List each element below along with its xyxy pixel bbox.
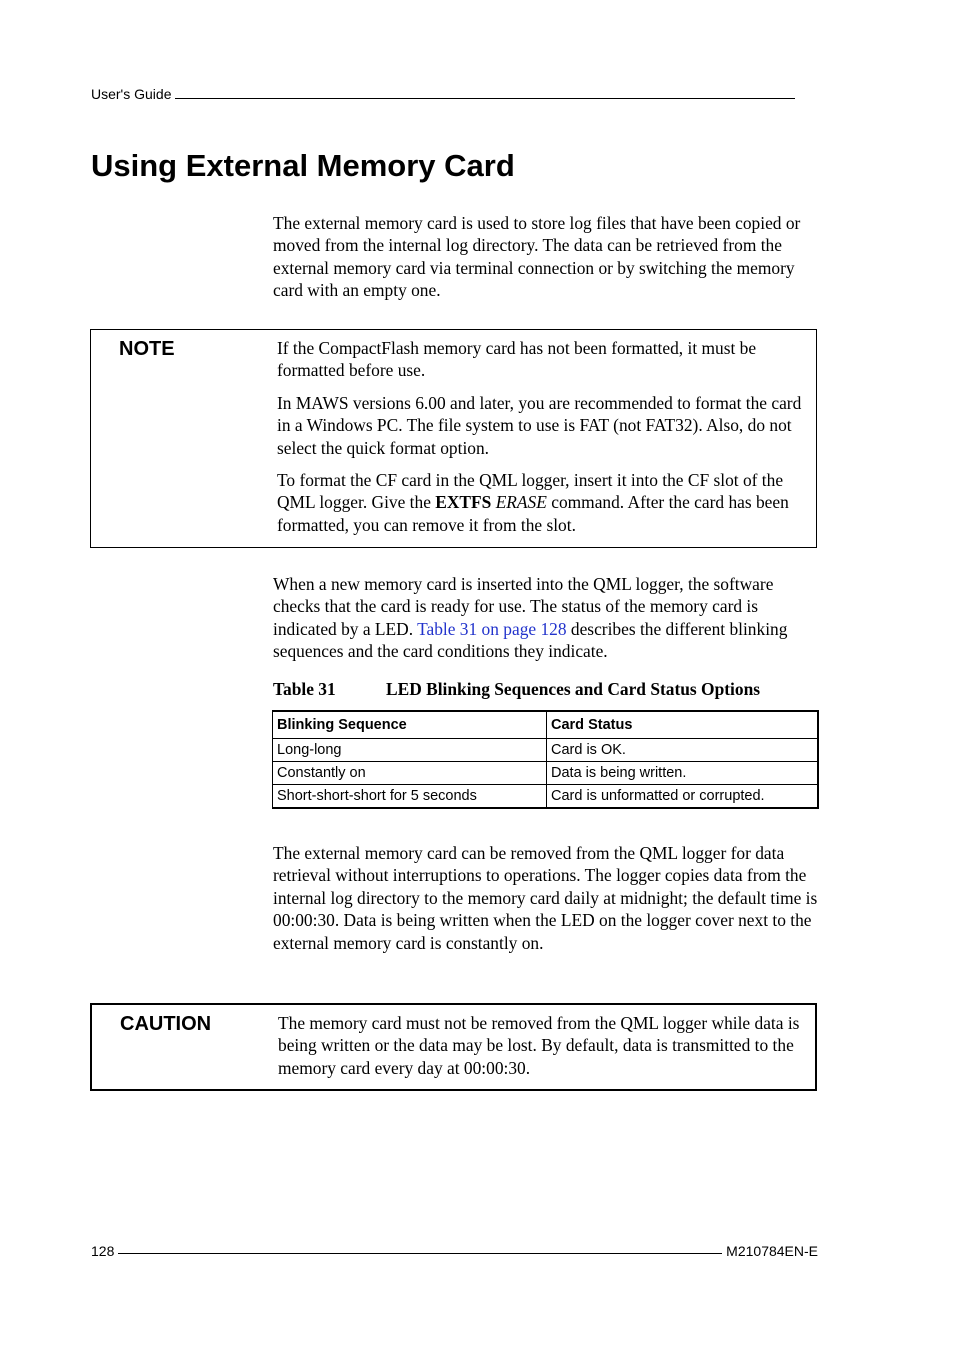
status-paragraph bbox=[273, 573, 818, 663]
intro-paragraph: The external memory card is used to store log files that have been copied or moved from the internal log directory. The data can be retrieved from the external memory card via terminal connection or by switching the memory card with an empty one. bbox=[273, 213, 801, 301]
footer-rule bbox=[118, 1253, 722, 1254]
caution-box bbox=[90, 1003, 817, 1091]
table-row bbox=[273, 762, 819, 785]
caution-text: The memory card must not be removed from the QML logger while data is being written or the data may be lost. By default, data is transmitted to the memory card every day at 00:00:30. bbox=[278, 1013, 800, 1078]
table-cell: Short-short-short for 5 seconds bbox=[273, 785, 547, 809]
note-p3-text: To format the CF card in the QML logger, insert it into the CF slot of the QML logger. Give the bbox=[277, 470, 784, 513]
page-title: Using External Memory Card bbox=[91, 148, 515, 183]
header-rule bbox=[175, 98, 795, 99]
command-argument: ERASE bbox=[495, 492, 547, 513]
page-header bbox=[91, 86, 811, 102]
note-label: NOTE bbox=[119, 338, 175, 360]
table-caption bbox=[273, 679, 760, 700]
command-name: EXTFS bbox=[435, 492, 492, 513]
table-cell: Data is being written. bbox=[547, 762, 819, 785]
led-status-table bbox=[272, 710, 819, 809]
table-row bbox=[273, 785, 819, 809]
page-number: 128 bbox=[91, 1243, 115, 1259]
status-text: When a new memory card is inserted into the QML logger, the software checks that the card is ready for use. The status of the memory card is indicated by a LED. bbox=[273, 574, 774, 639]
table-cell: Card is OK. bbox=[547, 739, 819, 762]
page-footer bbox=[91, 1243, 818, 1259]
table-cell: Card is unformatted or corrupted. bbox=[547, 785, 819, 809]
note-box bbox=[90, 329, 817, 548]
table-cell: Long-long bbox=[273, 739, 547, 762]
column-header: Blinking Sequence bbox=[273, 711, 547, 739]
table-header-row bbox=[273, 711, 819, 739]
note-body bbox=[277, 337, 811, 546]
note-paragraph-2: In MAWS versions 6.00 and later, you are recommended to format the card in a Windows PC. The file system to use is FAT (not FAT32). Also, do not select the quick format option. bbox=[277, 392, 802, 458]
document-code: M210784EN-E bbox=[726, 1243, 818, 1259]
table-cell: Constantly on bbox=[273, 762, 547, 785]
note-p3-text-end: command. After the card has been formatted, you can remove it from the slot. bbox=[277, 492, 789, 535]
caution-label: CAUTION bbox=[120, 1013, 212, 1035]
removal-paragraph: The external memory card can be removed from the QML logger for data retrieval without interruptions to operations. The logger copies data from the internal log directory to the memory card daily at midnight; the default time is 00:00:30. Data is being written when the LED on the logger cover next to the external memory card is constantly on. bbox=[273, 843, 818, 953]
table-reference-link[interactable]: Table 31 on page 128 bbox=[417, 618, 567, 639]
note-paragraph-3 bbox=[277, 469, 811, 536]
status-text-end: describes the different blinking sequences and the card conditions they indicate. bbox=[273, 618, 788, 662]
table-title: LED Blinking Sequences and Card Status Options bbox=[386, 679, 761, 699]
column-header: Card Status bbox=[547, 711, 819, 739]
note-paragraph-1: If the CompactFlash memory card has not been formatted, it must be formatted before use. bbox=[277, 338, 757, 381]
table-row bbox=[273, 739, 819, 762]
table-number: Table 31 bbox=[273, 679, 336, 699]
caution-body bbox=[278, 1012, 812, 1089]
header-text: User's Guide bbox=[91, 86, 172, 102]
